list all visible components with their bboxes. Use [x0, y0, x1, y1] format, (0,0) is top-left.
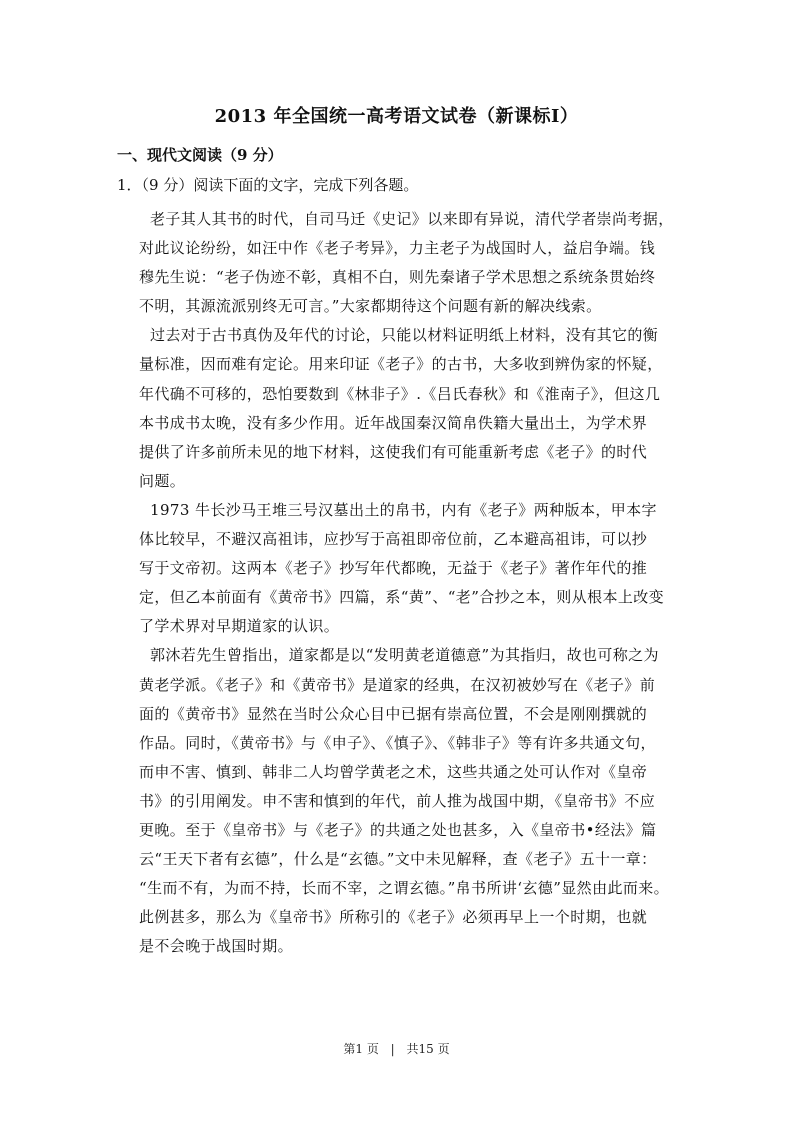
paragraph-line: 郭沐若先生曾指出，道家都是以“发明黄老道德意”为其指归，故也可称之为	[150, 646, 659, 665]
paragraph-line: “生而不有，为而不持，长而不宰，之谓玄德。”帛书所讲‘玄德”显然由此而来。	[139, 879, 670, 898]
paragraph-2	[139, 321, 679, 496]
paragraph-line: 提供了许多前所未见的地下材料，这使我们有可能重新考虑《老子》的时代	[139, 442, 648, 461]
paragraph-line: 过去对于古书真伪及年代的讨论，只能以材料证明纸上材料，没有其它的衡	[150, 326, 659, 345]
paragraph-line: 定，但乙本前面有《黄帝书》四篇，系“黄”、“老”合抄之本，则从根本上改变	[139, 588, 665, 607]
paragraph-line: 体比较早，不避汉高祖讳，应抄写于高祖即帝位前，乙本避高祖讳，可以抄	[139, 530, 648, 549]
paragraph-line: 此例甚多，那么为《皇帝书》所称引的《老子》必须再早上一个时期，也就	[139, 908, 648, 927]
page-footer	[0, 1040, 793, 1058]
footer-separator: |	[390, 1042, 395, 1056]
paragraph-line: 是不会晚于战国时期。	[139, 937, 294, 956]
reading-passage	[139, 205, 679, 961]
paragraph-line: 更晚。至于《皇帝书》与《老子》的共通之处也甚多，入《皇帝书•经法》篇	[139, 820, 657, 839]
paragraph-line: 对此议论纷纷，如汪中作《老子考异》，力主老子为战国时人，益启争端。钱	[139, 239, 656, 258]
paragraph-line: 面的《黄帝书》显然在当时公众心目中已据有崇高位置，不会是刚刚撰就的	[139, 704, 648, 723]
paragraph-line: 书》的引用阐发。申不害和慎到的年代，前人推为战国中期，《皇帝书》不应	[139, 791, 656, 810]
paragraph-line: 本书成书太晚，没有多少作用。近年战国秦汉简帛佚籍大量出土，为学术界	[139, 413, 648, 432]
section-heading: 一、现代文阅读（9 分）	[117, 146, 283, 164]
paragraph-1	[139, 205, 679, 321]
total-pages: 共15 页	[406, 1042, 450, 1056]
paragraph-line: 量标准，因而难有定论。用来印证《老子》的古书，大多收到辨伪家的怀疑，	[139, 355, 663, 374]
paragraph-line: 1973 牛长沙马王堆三号汉墓出土的帛书，内有《老子》两种版本，甲本字	[150, 500, 657, 519]
paragraph-3	[139, 496, 679, 641]
paragraph-line: 而申不害、慎到、韩非二人均曾学黄老之术，这些共通之处可认作对《皇帝	[139, 762, 648, 781]
paragraph-line: 了学术界对早期道家的认识。	[139, 617, 340, 636]
page-title: 2013 年全国统一高考语文试卷（新课标Ⅰ）	[214, 106, 579, 127]
paragraph-line: 作品。同时，《黄帝书》与《申子》、《慎子》、《韩非子》等有许多共通文句，	[139, 733, 656, 752]
paragraph-4	[139, 641, 679, 961]
paragraph-line: 云“王天下者有玄德”，什么是“玄德。”文中未见解释，查《老子》五十一章：	[139, 850, 657, 869]
paragraph-line: 不明，其源流派别终无可言。”大家都期待这个问题有新的解决线索。	[139, 297, 602, 316]
paragraph-line: 写于文帝初。这两本《老子》抄写年代都晚，无益于《老子》著作年代的推	[139, 559, 648, 578]
paragraph-line: 老子其人其书的时代，自司马迁《史记》以来即有异说，清代学者崇尚考据，	[150, 210, 674, 228]
paragraph-line: 黄老学派。《老子》和《黄帝书》是道家的经典，在汉初被妙写在《老子》前	[139, 675, 656, 694]
paragraph-line: 问题。	[139, 471, 186, 490]
page-number: 第1 页	[343, 1042, 379, 1056]
paragraph-line: 穆先生说：“老子伪迹不彰，真相不白，则先秦诸子学术思想之系统条贯始终	[139, 268, 656, 287]
question-prompt: 1．（9 分）阅读下面的文字，完成下列各题。	[117, 176, 419, 194]
paragraph-line: 年代确不可移的，恐怕要数到《林非子》.《吕氏春秋》和《淮南子》，但这几	[139, 384, 661, 403]
